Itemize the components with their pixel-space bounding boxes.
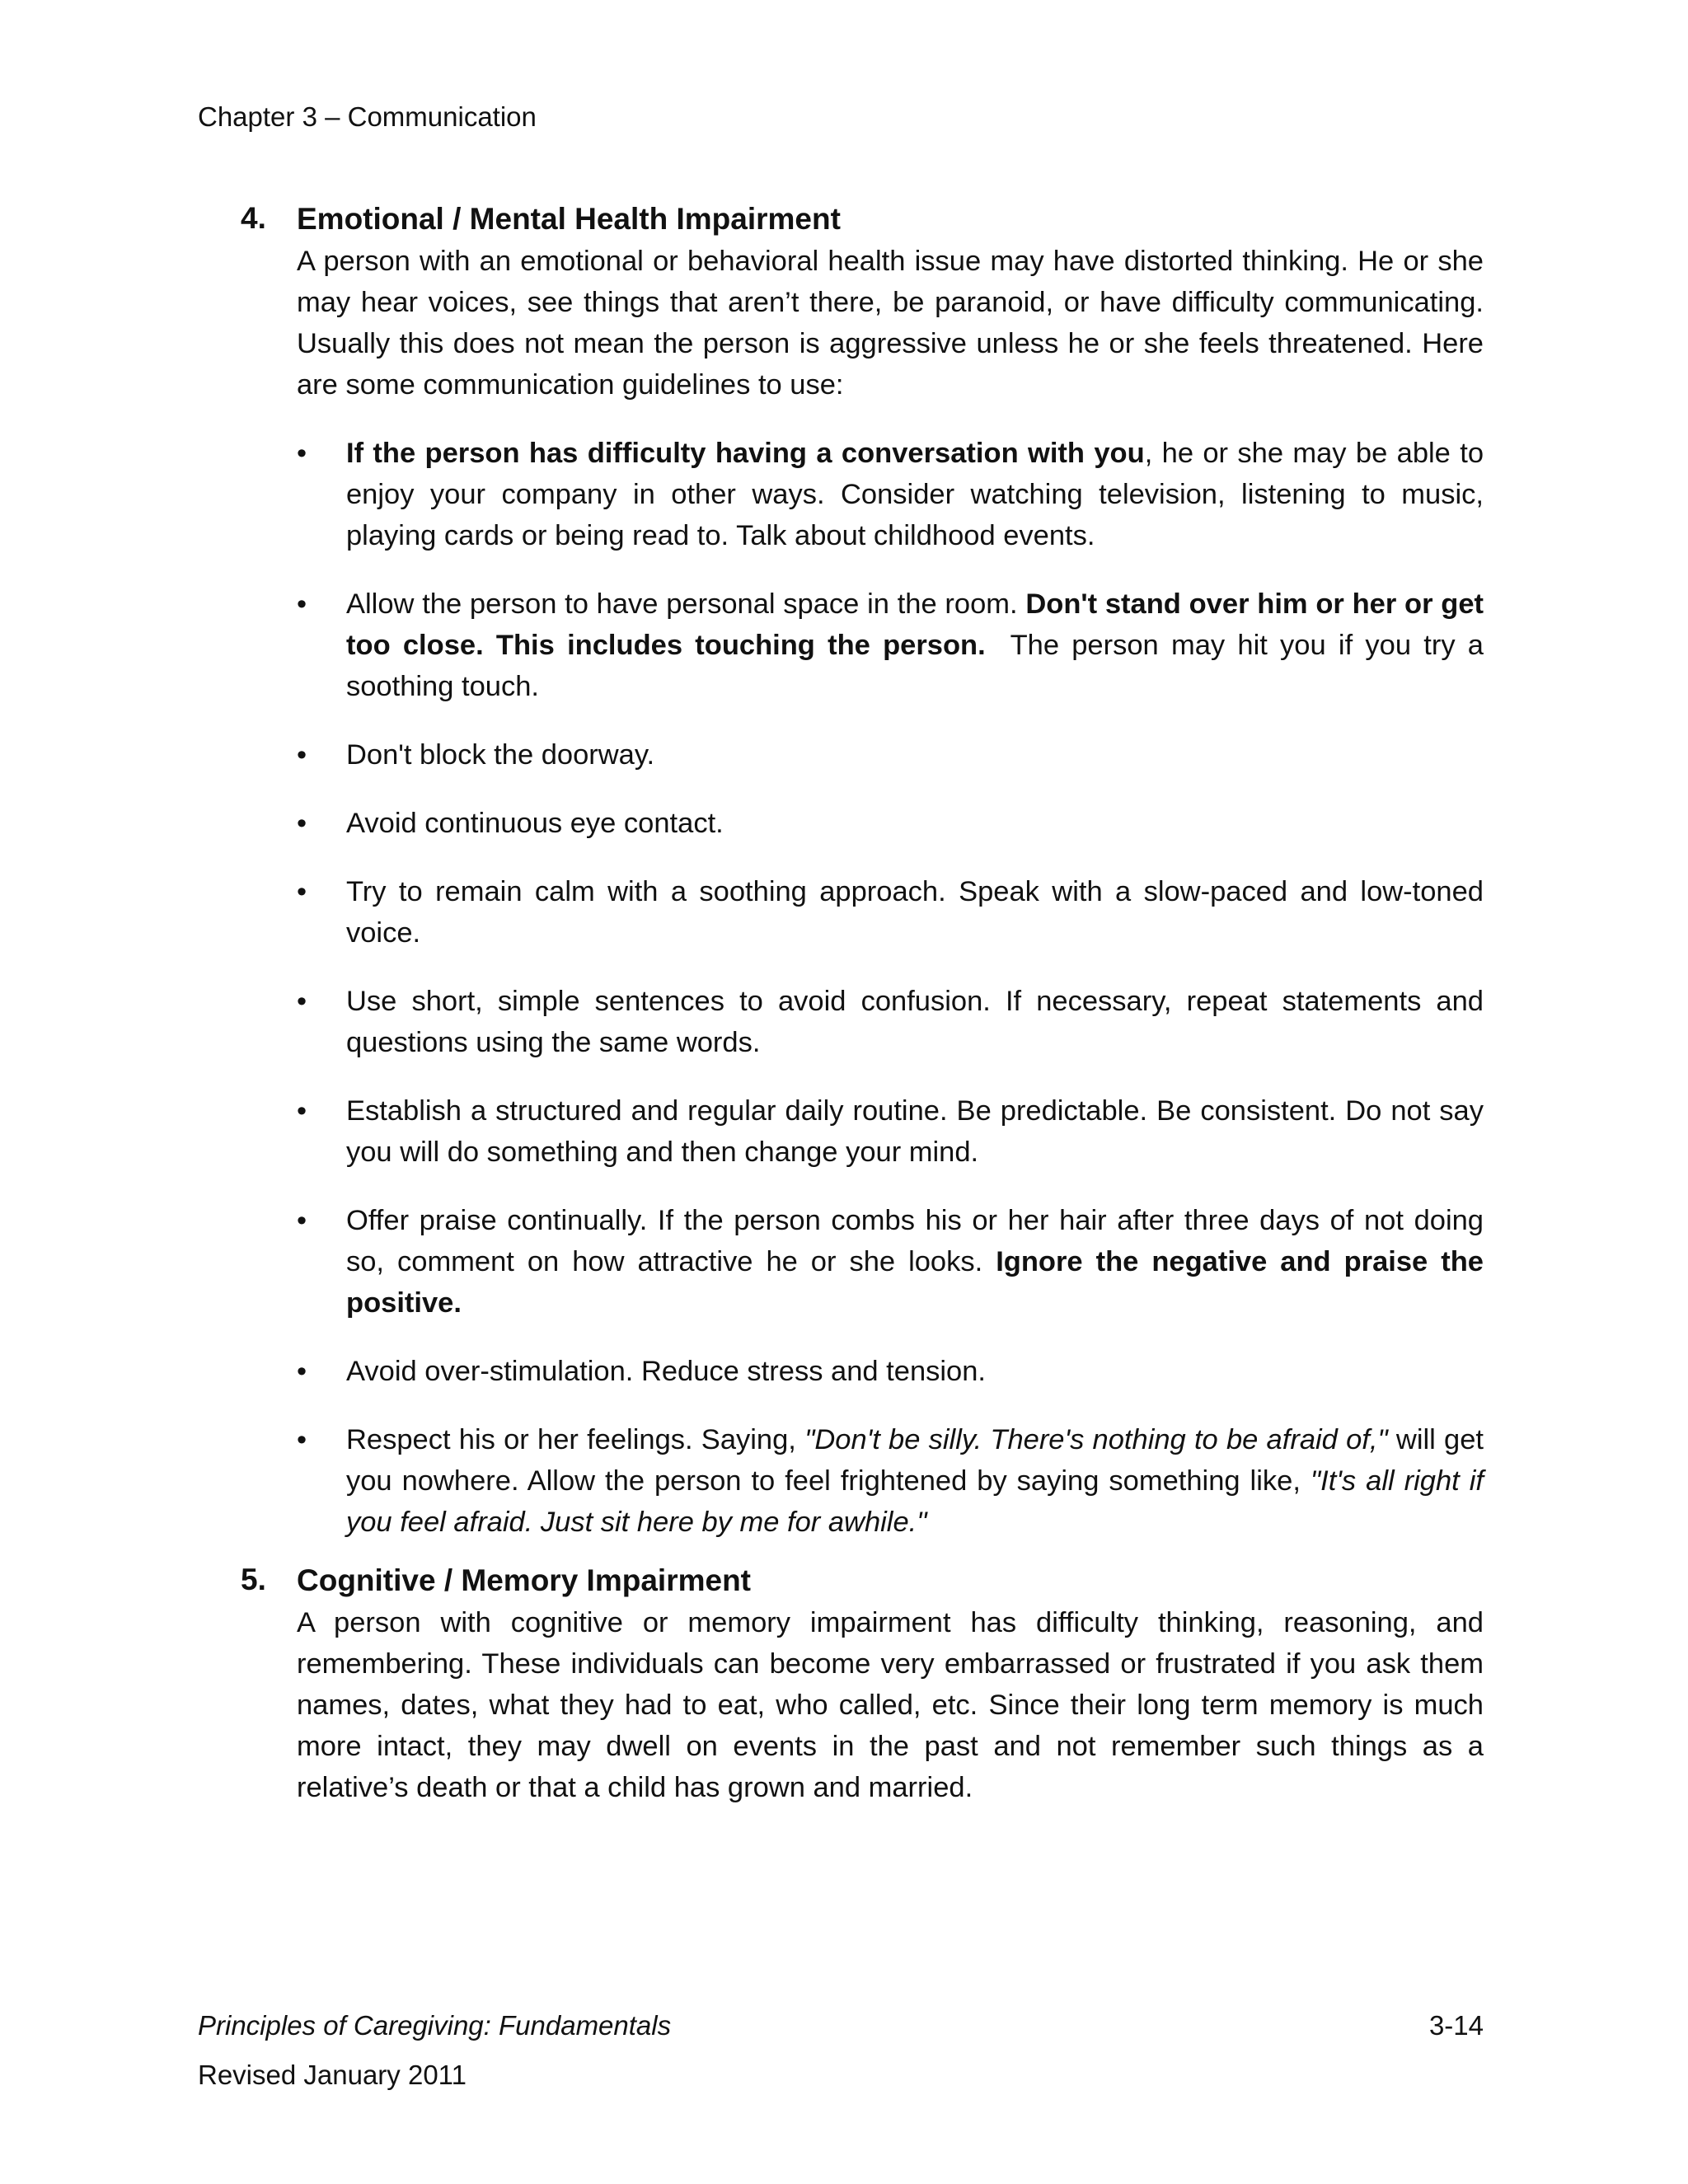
list-item-text: Allow the person to have personal space in the room.	[346, 588, 1026, 620]
list-item	[297, 433, 1484, 556]
bullet-icon: •	[297, 986, 307, 1017]
section-number: 4.	[241, 201, 266, 235]
bold-emphasis-text: Don't stand over him or her or get too close. This includes touching the person.	[346, 588, 1484, 661]
page-content	[241, 198, 1492, 1808]
page-number: 3-14	[1428, 2010, 1484, 2041]
list-item-text: Offer praise continually. If the person combs his or her hair after three days of not doing so, comment on how attractive he or she looks.	[346, 1205, 1484, 1277]
bullet-icon: •	[297, 739, 307, 771]
section-intro-paragraph: A person with cognitive or memory impairment has difficulty thinking, reasoning, and remembering. These individuals can become very embarrassed or frustrated if you ask them names, dates, what they had to eat, who called, etc. Since their long term memory is much more intact, they may dwell on events in the past and not remember such things as a relative’s death or that a child has grown and married.	[297, 1607, 1484, 1803]
bullet-icon: •	[297, 876, 307, 907]
list-item-text: Use short, simple sentences to avoid confusion. If necessary, repeat statements and questions using the same words.	[346, 986, 1484, 1058]
list-item-text-after: The person may hit you if you try a soothing touch.	[346, 630, 1492, 702]
bullet-icon: •	[297, 1205, 307, 1236]
list-item	[297, 1419, 1484, 1543]
list-item-text: , he or she may be able to enjoy your company in other ways. Consider watching television, listening to music, playing cards or being read to. Talk about childhood events.	[346, 438, 1484, 551]
list-item	[297, 1351, 1484, 1392]
italic-quote-text: "Don't be silly. There's nothing to be afraid of,"	[804, 1424, 1388, 1455]
bullet-icon: •	[297, 808, 307, 839]
section-emotional-mental-health	[241, 198, 1492, 1543]
bullet-icon: •	[297, 1424, 307, 1455]
page-footer	[198, 2001, 671, 2100]
list-item-text: Don't block the doorway.	[346, 739, 655, 771]
running-header: Chapter 3 – Communication	[198, 101, 537, 132]
list-item-text: Avoid continuous eye contact.	[346, 808, 724, 839]
list-item-text: Respect his or her feelings. Saying,	[346, 1424, 805, 1455]
section-heading: Cognitive / Memory Impairment	[297, 1563, 751, 1597]
list-item	[297, 803, 1484, 844]
bullet-icon: •	[297, 438, 307, 469]
footer-book-title: Principles of Caregiving: Fundamentals	[198, 2010, 672, 2041]
list-item	[297, 1200, 1484, 1324]
bold-emphasis-text: Ignore the negative and praise the positive.	[346, 1246, 1484, 1319]
list-item	[297, 583, 1492, 707]
list-item-text: Establish a structured and regular daily routine. Be predictable. Be consistent. Do not say you will do something and then change your mind.	[346, 1095, 1484, 1168]
italic-quote-text: "It's all right if you feel afraid. Just sit here by me for awhile."	[346, 1465, 1484, 1538]
footer-revision-date: Revised January 2011	[198, 2060, 467, 2090]
bullet-icon: •	[297, 588, 307, 620]
section-heading: Emotional / Mental Health Impairment	[297, 202, 841, 236]
guidelines-list	[297, 433, 1492, 1543]
bullet-icon: •	[297, 1356, 307, 1387]
list-item-text-mid: will get you nowhere. Allow the person to feel frightened by saying something like,	[346, 1424, 1484, 1497]
list-item	[297, 734, 1484, 776]
section-intro-paragraph: A person with an emotional or behavioral health issue may have distorted thinking. He or she may hear voices, see things that aren’t there, be paranoid, or have difficulty communicating. Usually this does not mean the person is aggressive unless he or she feels threatened. Here are some communication guidelines to use:	[297, 246, 1484, 401]
bold-lead-text: If the person has difficulty having a conversation with you	[346, 438, 1145, 469]
list-item	[297, 1090, 1484, 1173]
list-item	[297, 871, 1484, 954]
list-item-text: Avoid over-stimulation. Reduce stress and tension.	[346, 1356, 987, 1387]
section-cognitive-memory	[241, 1559, 1484, 1808]
list-item-text: Try to remain calm with a soothing approach. Speak with a slow-paced and low-toned voice.	[346, 876, 1484, 949]
section-number: 5.	[241, 1563, 266, 1596]
bullet-icon: •	[297, 1095, 307, 1127]
list-item	[297, 981, 1484, 1063]
